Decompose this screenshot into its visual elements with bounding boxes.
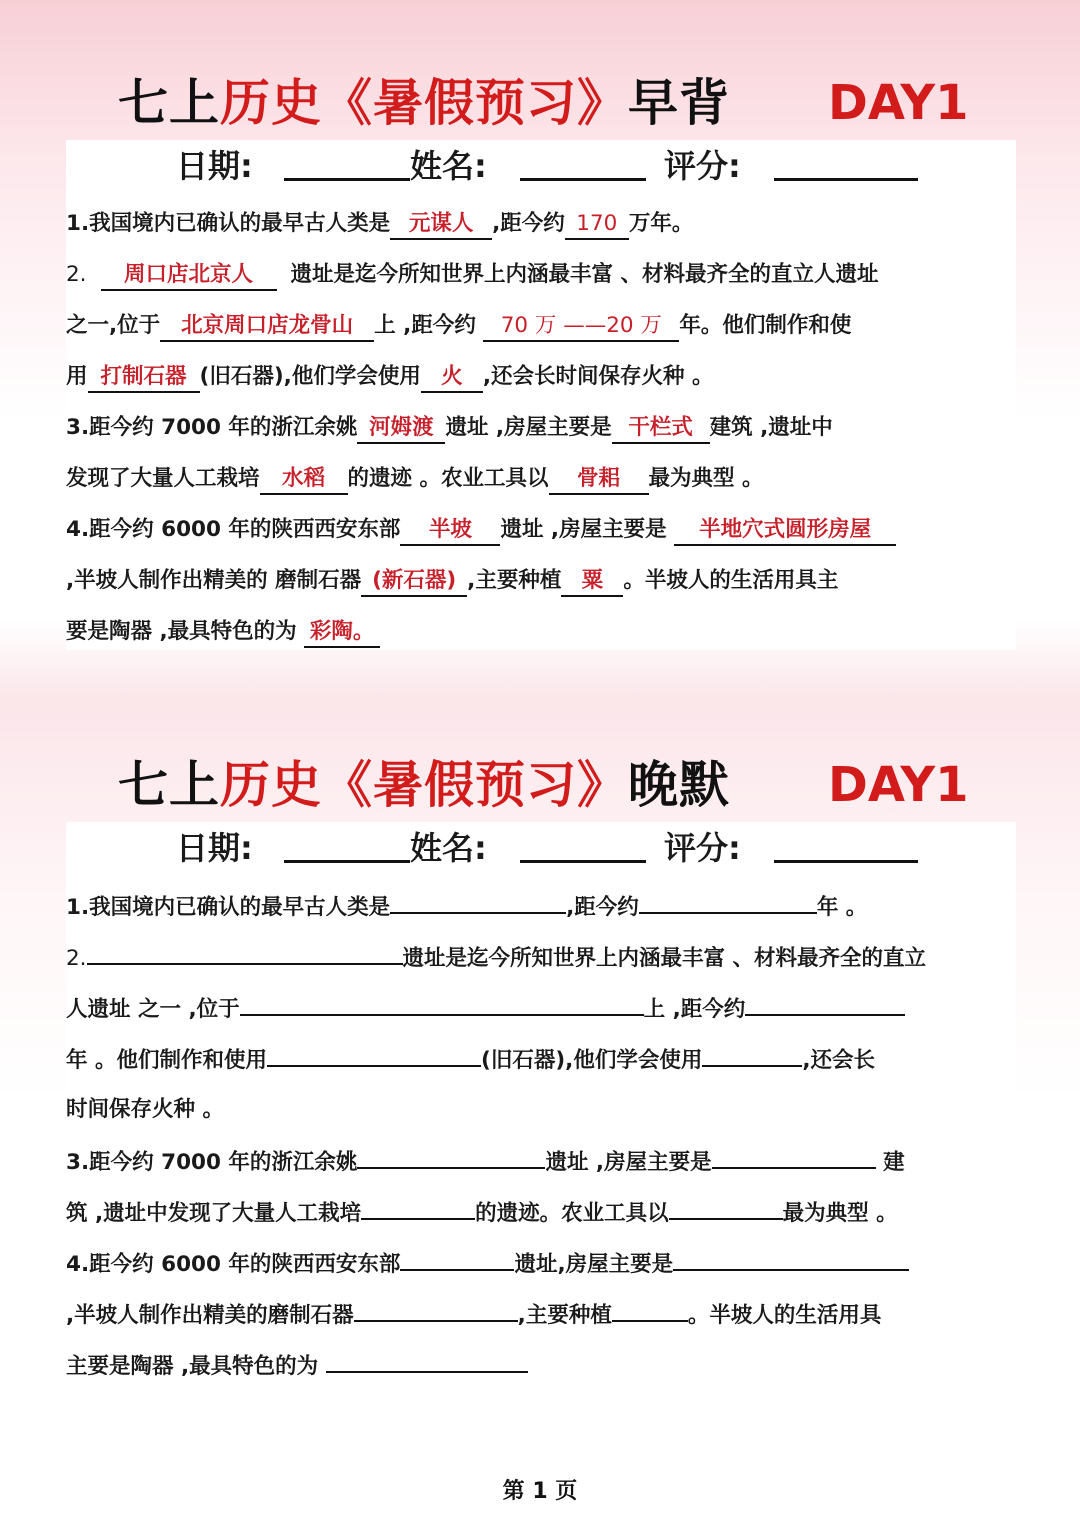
score-label: 评分:: [664, 147, 741, 185]
date-label: 日期:: [176, 829, 253, 867]
evening-title: [118, 750, 730, 820]
fill-blank[interactable]: [240, 988, 644, 1016]
fill-blank[interactable]: [702, 1039, 802, 1067]
morning-q2-line2: 之一,位于 北京周口店龙骨山 上 ,距今约 70 万 ——20 万 年。他们制作和使: [66, 306, 1016, 346]
answer-blank: 170: [565, 210, 629, 240]
fill-blank[interactable]: [400, 1243, 514, 1271]
evening-q2-line4: 时间保存火种 。: [66, 1097, 224, 1122]
morning-q3-line2: 发现了大量人工栽培 水稻 的遗迹 。农业工具以 骨耜 最为典型 。: [66, 459, 1016, 499]
score-field[interactable]: [774, 822, 918, 863]
answer-blank: 火: [421, 363, 483, 393]
title-grade: 七上: [118, 756, 220, 814]
evening-q2-line3: 年 。他们制作和使用 (旧石器),他们学会使用 ,还会长: [66, 1039, 1016, 1079]
morning-day-label: DAY1: [828, 75, 969, 131]
evening-header-row: [66, 822, 1016, 874]
date-field[interactable]: [284, 822, 410, 863]
answer-blank: (新石器): [361, 567, 467, 597]
morning-q2-line3: 用 打制石器 (旧石器),他们学会使用 火 ,还会长时间保存火种 。: [66, 357, 1016, 397]
fill-blank[interactable]: [354, 1294, 518, 1322]
evening-q3-line1: 3.距今约 7000 年的浙江余姚 遗址 ,房屋主要是 建: [66, 1141, 1016, 1181]
title-grade: 七上: [118, 74, 220, 132]
morning-title: [118, 68, 730, 138]
morning-header-row: [66, 140, 1016, 192]
title-subject: 历史《暑假预习》: [220, 756, 628, 814]
title-subject: 历史《暑假预习》: [220, 74, 628, 132]
evening-q2-line2: 人遗址 之一 ,位于 上 ,距今约: [66, 988, 1016, 1028]
fill-blank[interactable]: [673, 1243, 909, 1271]
morning-card: [66, 140, 1016, 650]
answer-blank: 骨耜: [549, 465, 649, 495]
morning-q4-line1: 4.距今约 6000 年的陕西西安东部 半坡 遗址 ,房屋主要是 半地穴式圆形房屋: [66, 510, 1016, 550]
answer-blank: 粟: [561, 567, 623, 597]
evening-q2-line1: 2. 遗址是迄今所知世界上内涵最丰富 、材料最齐全的直立: [66, 937, 1016, 977]
page-number: 第 1 页: [502, 1479, 578, 1504]
morning-q4-line2: ,半坡人制作出精美的 磨制石器 (新石器) ,主要种植 粟 。半坡人的生活用具主: [66, 561, 1016, 601]
evening-day-label: DAY1: [828, 757, 969, 813]
fill-blank[interactable]: [712, 1141, 876, 1169]
fill-blank[interactable]: [390, 886, 566, 914]
evening-q3-line2: 筑 ,遗址中发现了大量人工栽培 的遗迹。农业工具以 最为典型 。: [66, 1192, 1016, 1232]
answer-blank: 河姆渡: [357, 414, 445, 444]
fill-blank[interactable]: [669, 1192, 783, 1220]
evening-card: [66, 822, 1016, 1392]
answer-blank: 半地穴式圆形房屋: [674, 516, 896, 546]
evening-q4-line1: 4.距今约 6000 年的陕西西安东部 遗址,房屋主要是: [66, 1243, 1016, 1283]
date-label: 日期:: [176, 147, 253, 185]
fill-blank[interactable]: [267, 1039, 481, 1067]
fill-blank[interactable]: [87, 937, 403, 965]
score-field[interactable]: [774, 140, 918, 181]
fill-blank[interactable]: [745, 988, 905, 1016]
name-label: 姓名:: [410, 829, 487, 867]
morning-q1: 1.我国境内已确认的最早古人类是 元谋人 ,距今约 170 万年。: [66, 204, 1016, 244]
title-mode: 晚默: [628, 756, 730, 814]
evening-q1: 1.我国境内已确认的最早古人类是 ,距今约 年 。: [66, 886, 1016, 926]
fill-blank[interactable]: [612, 1294, 688, 1322]
answer-blank: 北京周口店龙骨山: [160, 312, 374, 342]
fill-blank[interactable]: [639, 886, 817, 914]
name-field[interactable]: [520, 140, 646, 181]
fill-blank[interactable]: [357, 1141, 545, 1169]
name-label: 姓名:: [410, 147, 487, 185]
morning-q4-line3: 要是陶器 ,最具特色的为 彩陶。: [66, 612, 1016, 652]
evening-q4-line3: 主要是陶器 ,最具特色的为: [66, 1345, 1016, 1385]
answer-blank: 彩陶。: [304, 618, 380, 648]
answer-blank: 周口店北京人: [101, 261, 277, 291]
answer-blank: 水稻: [260, 465, 348, 495]
answer-blank: 半坡: [400, 516, 500, 546]
morning-q3-line1: 3.距今约 7000 年的浙江余姚 河姆渡 遗址 ,房屋主要是 干栏式 建筑 ,遗址中: [66, 408, 1016, 448]
fill-blank[interactable]: [326, 1345, 528, 1373]
title-mode: 早背: [628, 74, 730, 132]
score-label: 评分:: [664, 829, 741, 867]
fill-blank[interactable]: [361, 1192, 475, 1220]
morning-q2-line1: 2. 周口店北京人 遗址是迄今所知世界上内涵最丰富 、材料最齐全的直立人遗址: [66, 255, 1016, 295]
date-field[interactable]: [284, 140, 410, 181]
answer-blank: 打制石器: [88, 363, 200, 393]
evening-q4-line2: ,半坡人制作出精美的磨制石器 ,主要种植 。半坡人的生活用具: [66, 1294, 1016, 1334]
answer-blank: 元谋人: [390, 210, 492, 240]
answer-blank: 干栏式: [612, 414, 710, 444]
name-field[interactable]: [520, 822, 646, 863]
answer-blank: 70 万 ——20 万: [483, 312, 679, 342]
